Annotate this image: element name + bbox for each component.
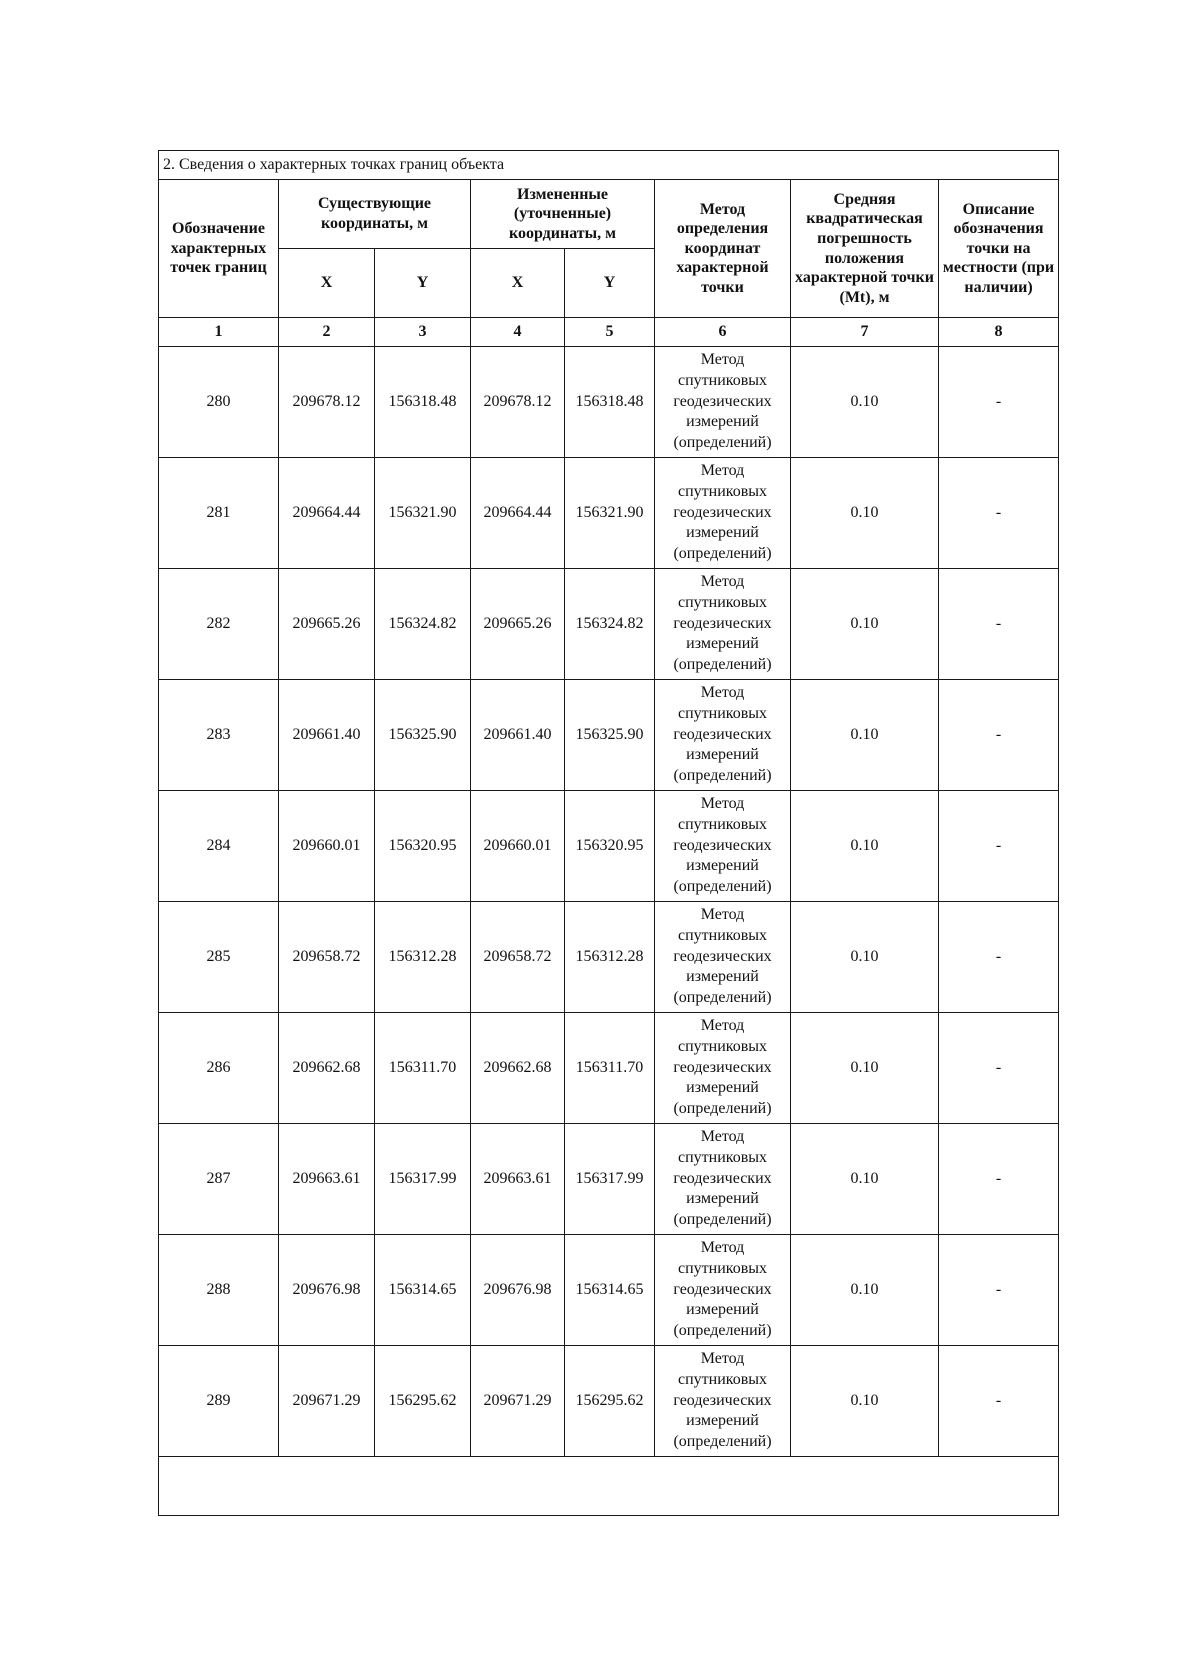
existing-x: 209663.61 [279,1124,375,1235]
method-cell [655,347,791,458]
point-id: 284 [159,791,279,902]
table-row [159,1124,1059,1235]
changed-y: 156295.62 [565,1346,655,1457]
method-text: Метод спутниковых геодезических измерений (определений) [673,1350,772,1451]
point-id: 288 [159,1235,279,1346]
table-row [159,791,1059,902]
section-title: 2. Сведения о характерных точках границ объекта [159,151,1059,180]
column-number: 6 [655,318,791,347]
existing-x: 209671.29 [279,1346,375,1457]
table-row [159,347,1059,458]
mean-error: 0.10 [791,347,939,458]
header-method: Метод определения координат характерной точки [655,180,791,318]
method-text: Метод спутниковых геодезических измерений (определений) [673,351,772,452]
mean-error: 0.10 [791,569,939,680]
header-existing-x: X [279,249,375,318]
existing-x: 209660.01 [279,791,375,902]
point-description: - [939,1013,1059,1124]
mean-error: 0.10 [791,1235,939,1346]
changed-x: 209664.44 [471,458,565,569]
table-row [159,1235,1059,1346]
column-number: 2 [279,318,375,347]
method-text: Метод спутниковых геодезических измерений (определений) [673,1239,772,1340]
changed-x: 209662.68 [471,1013,565,1124]
column-number-row [159,318,1059,347]
existing-y: 156317.99 [375,1124,471,1235]
method-cell [655,791,791,902]
existing-x: 209661.40 [279,680,375,791]
changed-y: 156314.65 [565,1235,655,1346]
changed-y: 156320.95 [565,791,655,902]
mean-error: 0.10 [791,1013,939,1124]
column-number: 5 [565,318,655,347]
existing-x: 209676.98 [279,1235,375,1346]
header-existing-coords: Существующие координаты, м [279,180,471,249]
existing-y: 156314.65 [375,1235,471,1346]
point-id: 287 [159,1124,279,1235]
changed-y: 156317.99 [565,1124,655,1235]
method-cell [655,1346,791,1457]
point-id: 285 [159,902,279,1013]
point-description: - [939,1235,1059,1346]
table-row [159,458,1059,569]
boundary-points-table [158,150,1059,1516]
method-text: Метод спутниковых геодезических измерений (определений) [673,795,772,896]
changed-y: 156318.48 [565,347,655,458]
existing-x: 209678.12 [279,347,375,458]
existing-y: 156318.48 [375,347,471,458]
method-cell [655,569,791,680]
existing-y: 156312.28 [375,902,471,1013]
mean-error: 0.10 [791,680,939,791]
method-text: Метод спутниковых геодезических измерений (определений) [673,684,772,785]
column-number: 4 [471,318,565,347]
point-id: 280 [159,347,279,458]
changed-y: 156312.28 [565,902,655,1013]
method-cell [655,458,791,569]
changed-y: 156325.90 [565,680,655,791]
point-description: - [939,902,1059,1013]
table-row [159,1346,1059,1457]
method-cell [655,1235,791,1346]
changed-x: 209676.98 [471,1235,565,1346]
existing-x: 209658.72 [279,902,375,1013]
method-cell [655,902,791,1013]
changed-x: 209661.40 [471,680,565,791]
header-changed-x: X [471,249,565,318]
point-description: - [939,1346,1059,1457]
method-text: Метод спутниковых геодезических измерений (определений) [673,1128,772,1229]
point-description: - [939,1124,1059,1235]
existing-y: 156321.90 [375,458,471,569]
empty-footer-row [159,1457,1059,1516]
method-text: Метод спутниковых геодезических измерений (определений) [673,906,772,1007]
mean-error: 0.10 [791,458,939,569]
changed-x: 209671.29 [471,1346,565,1457]
header-mean-error: Средняя квадратическая погрешность положения характерной точки (Mt), м [791,180,939,318]
mean-error: 0.10 [791,1124,939,1235]
method-cell [655,1124,791,1235]
existing-x: 209662.68 [279,1013,375,1124]
existing-x: 209664.44 [279,458,375,569]
header-point-designation: Обозначение характерных точек границ [159,180,279,318]
changed-y: 156324.82 [565,569,655,680]
changed-y: 156321.90 [565,458,655,569]
column-number: 3 [375,318,471,347]
column-number: 7 [791,318,939,347]
method-cell [655,680,791,791]
method-text: Метод спутниковых геодезических измерений (определений) [673,462,772,563]
existing-y: 156324.82 [375,569,471,680]
header-existing-y: Y [375,249,471,318]
point-description: - [939,347,1059,458]
method-text: Метод спутниковых геодезических измерений (определений) [673,1017,772,1118]
existing-y: 156325.90 [375,680,471,791]
changed-x: 209658.72 [471,902,565,1013]
changed-x: 209678.12 [471,347,565,458]
existing-y: 156320.95 [375,791,471,902]
method-cell [655,1013,791,1124]
point-description: - [939,569,1059,680]
existing-y: 156295.62 [375,1346,471,1457]
changed-y: 156311.70 [565,1013,655,1124]
existing-x: 209665.26 [279,569,375,680]
changed-x: 209663.61 [471,1124,565,1235]
mean-error: 0.10 [791,791,939,902]
changed-x: 209665.26 [471,569,565,680]
point-id: 282 [159,569,279,680]
point-description: - [939,680,1059,791]
point-id: 283 [159,680,279,791]
existing-y: 156311.70 [375,1013,471,1124]
point-id: 281 [159,458,279,569]
point-description: - [939,791,1059,902]
mean-error: 0.10 [791,1346,939,1457]
header-description: Описание обозначения точки на местности (при наличии) [939,180,1059,318]
column-number: 8 [939,318,1059,347]
mean-error: 0.10 [791,902,939,1013]
table-row [159,680,1059,791]
point-id: 286 [159,1013,279,1124]
table-row [159,569,1059,680]
point-id: 289 [159,1346,279,1457]
document-sheet [158,150,1058,1516]
table-row [159,902,1059,1013]
point-description: - [939,458,1059,569]
header-changed-y: Y [565,249,655,318]
method-text: Метод спутниковых геодезических измерений (определений) [673,573,772,674]
changed-x: 209660.01 [471,791,565,902]
table-row [159,1013,1059,1124]
header-changed-coords: Измененные (уточненные) координаты, м [471,180,655,249]
column-number: 1 [159,318,279,347]
